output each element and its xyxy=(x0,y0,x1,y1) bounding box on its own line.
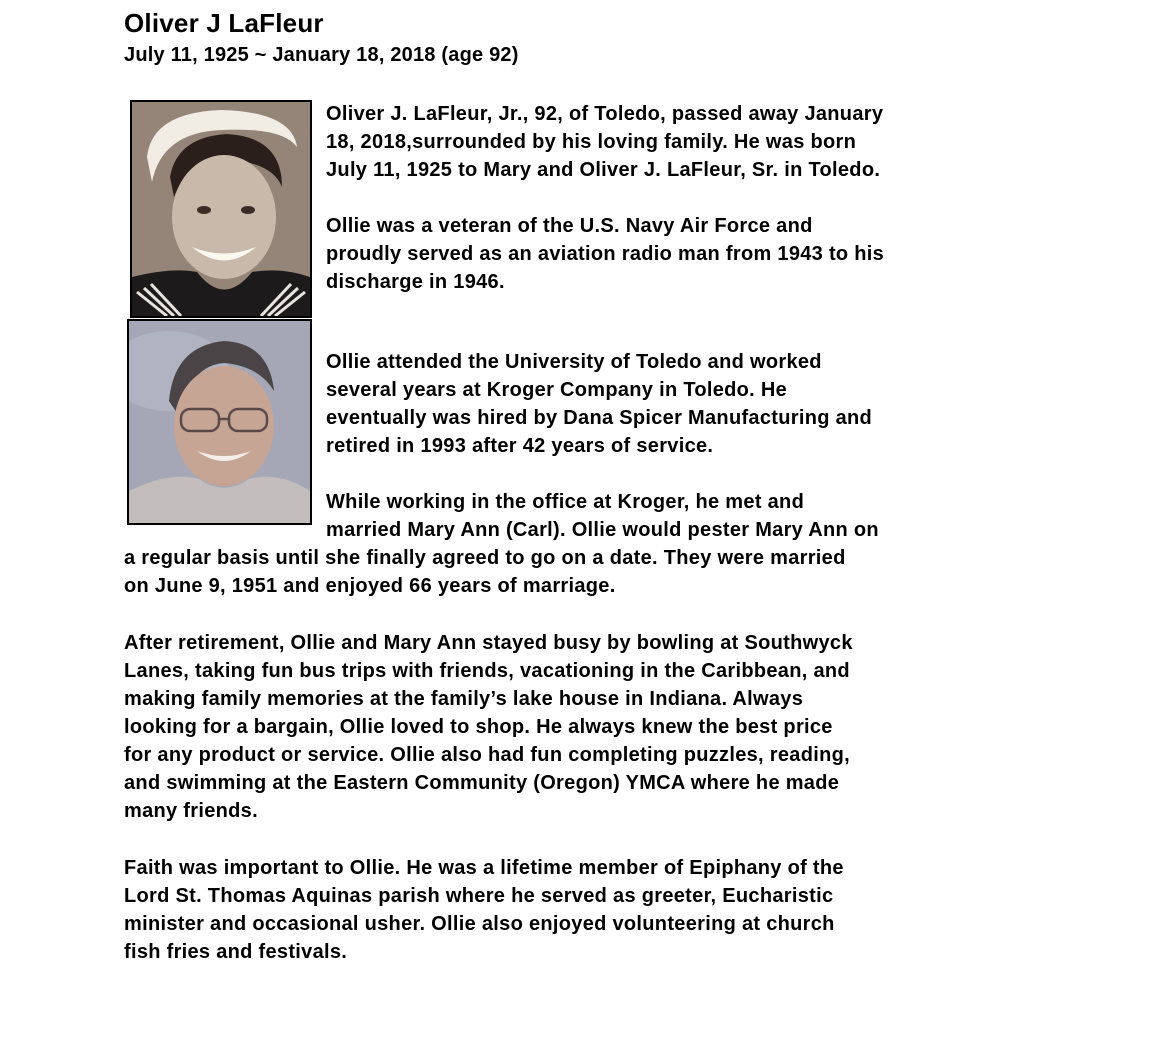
young-man-portrait-icon xyxy=(132,102,310,316)
text-line: for any product or service. Ollie also had fun completing puzzles, reading, xyxy=(124,744,850,766)
text-line: on June 9, 1951 and enjoyed 66 years of marriage. xyxy=(124,575,616,597)
text-line: Faith was important to Ollie. He was a lifetime member of Epiphany of the xyxy=(124,857,844,879)
text-line: Oliver J. LaFleur, Jr., 92, of Toledo, passed away January xyxy=(326,103,884,125)
text-line: Lord St. Thomas Aquinas parish where he served as greeter, Eucharistic xyxy=(124,885,834,907)
text-line: proudly served as an aviation radio man from 1943 to his xyxy=(326,243,885,265)
text-line: retired in 1993 after 42 years of service. xyxy=(326,435,714,457)
text-line: Ollie attended the University of Toledo and worked xyxy=(326,351,822,373)
obituary-dates: July 11, 1925 ~ January 18, 2018 (age 92) xyxy=(124,44,519,66)
paragraph-career xyxy=(326,348,996,460)
text-line: While working in the office at Kroger, he met and xyxy=(326,491,805,513)
text-line: several years at Kroger Company in Toledo. He xyxy=(326,379,788,401)
text-line: eventually was hired by Dana Spicer Manufacturing and xyxy=(326,407,873,429)
text-line: married Mary Ann (Carl). Ollie would pester Mary Ann on xyxy=(326,519,879,541)
text-line: a regular basis until she finally agreed to go on a date. They were married xyxy=(124,547,846,569)
paragraph-retirement xyxy=(124,629,994,825)
navy-portrait-photo xyxy=(130,100,312,318)
paragraph-marriage xyxy=(124,488,994,600)
text-line: Ollie was a veteran of the U.S. Navy Air Force and xyxy=(326,215,813,237)
text-line: many friends. xyxy=(124,800,258,822)
text-line: making family memories at the family’s lake house in Indiana. Always xyxy=(124,688,804,710)
paragraph-intro xyxy=(326,100,996,184)
text-line: discharge in 1946. xyxy=(326,271,505,293)
text-line: minister and occasional usher. Ollie also enjoyed volunteering at church xyxy=(124,913,835,935)
text-line: and swimming at the Eastern Community (Oregon) YMCA where he made xyxy=(124,772,840,794)
text-line: After retirement, Ollie and Mary Ann stayed busy by bowling at Southwyck xyxy=(124,632,853,654)
obituary-name: Oliver J LaFleur xyxy=(124,8,324,38)
paragraph-faith xyxy=(124,854,994,966)
text-line: Lanes, taking fun bus trips with friends, vacationing in the Caribbean, and xyxy=(124,660,850,682)
text-line: July 11, 1925 to Mary and Oliver J. LaFleur, Sr. in Toledo. xyxy=(326,159,881,181)
text-line: fish fries and festivals. xyxy=(124,941,348,963)
paragraph-military xyxy=(326,212,996,296)
text-line: looking for a bargain, Ollie loved to shop. He always knew the best price xyxy=(124,716,833,738)
text-line: 18, 2018,surrounded by his loving family. He was born xyxy=(326,131,857,153)
